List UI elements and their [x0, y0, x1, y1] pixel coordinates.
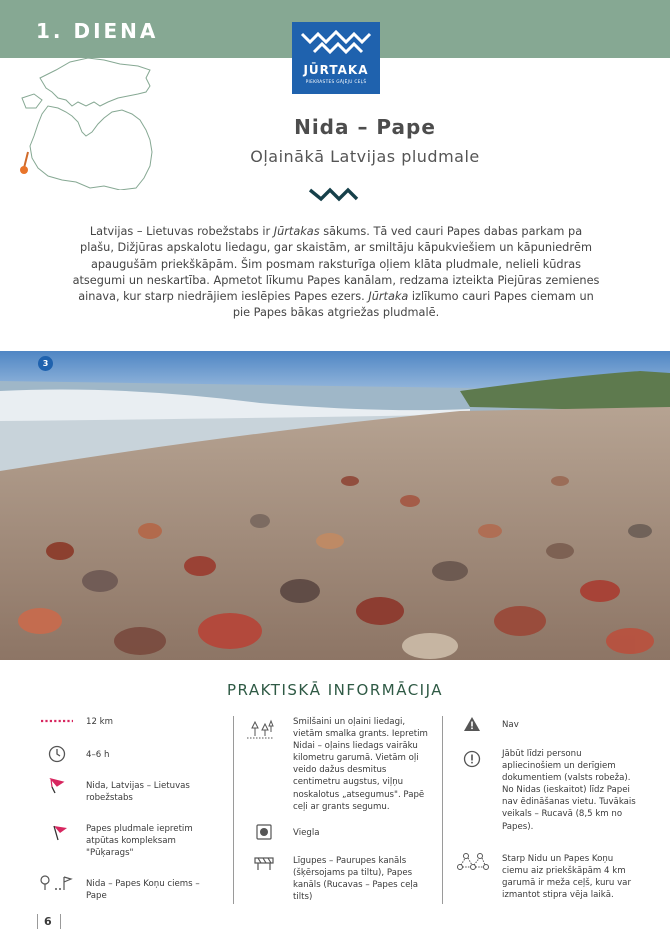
- photo-number-badge: 3: [38, 356, 53, 371]
- footer-bar-left: [37, 914, 38, 929]
- barrier-icon: [254, 856, 274, 872]
- notes-description: Jābūt līdzi personu apliecinošiem un derīgiem dokumentiem (valsts robeža). No Nidas (ieskaitot) līdz Papei nav ēdināšanas vietu. Tuvākais veikals – Rucavā (8,5 km no Papes).: [502, 749, 636, 832]
- page-number: 6: [44, 915, 52, 928]
- practical-heading: PRAKTISKĀ INFORMĀCIJA: [226, 681, 444, 699]
- route-nodes-icon: [456, 852, 490, 872]
- intro-paragraph: Latvijas – Lietuvas robežstabs ir Jūrtakas sākums. Tā ved cauri Papes dabas parkam pa plašu, Dižjūras apskalotu liedagu, gar skaistām, ar smiltāju kāpukviešiem un kāpuniedrēm apaugušām priekškāpām. Šim posmam raksturīga oļiem klāta pludmale, nelieli kūdras atsegumi un neskartība. Apmetot līkumu Papes kanālam, redzama izteikta Piejūras zemienes ainava, kur starp niedrājiem ieslēpies Papes ezers. Jūrtaka izlīkumo cauri Papes ciemam un pie Papes bākas atgriežas pludmalē.: [72, 225, 600, 320]
- route-points: Nida – Papes Koņu ciems – Pape: [86, 879, 200, 902]
- difficulty-value: Viegla: [293, 828, 320, 838]
- terrain-icon: [245, 718, 275, 742]
- estonia-shape: [40, 58, 150, 106]
- column-divider-2: [442, 716, 443, 904]
- exclamation-icon: [463, 750, 481, 768]
- wave-divider-icon: [305, 185, 363, 203]
- beach-photo: [0, 351, 670, 660]
- start-point: Nida, Latvijas – Lietuvas robežstabs: [86, 781, 190, 804]
- warning-icon: [463, 716, 481, 732]
- distance-value: 12 km: [86, 717, 114, 727]
- column-divider-1: [233, 716, 234, 904]
- route-subtitle: Oļainākā Latvijas pludmale: [250, 147, 480, 166]
- finish-flag-icon: [50, 823, 70, 843]
- hazards-value: Nav: [502, 720, 519, 730]
- route-line: [24, 152, 28, 168]
- obstacles-description: Līgupes – Paurupes kanāls (šķērsojams pa tiltu), Papes kanāls (Rucavas – Papes ceļa tilts): [293, 856, 419, 903]
- route-dots-icon: [40, 718, 74, 724]
- terrain-description: Smilšaini un oļaini liedagi, vietām smalka grants. Iepretim Nidai – oļains liedags vairāku kilometru garumā. Vietām oļi veido dažus desmitus centimetru augstus, viļņu noskalotus „atsegumus". Papē ceļi ar grants segumu.: [293, 717, 428, 812]
- saaremaa-shape: [22, 94, 42, 108]
- logo-waves-icon: [292, 22, 380, 64]
- route-title: Nida – Pape: [294, 115, 436, 139]
- jurtaka-logo: [292, 22, 380, 94]
- logo-tagline: PIEKRASTES GĀJĒJU CEĻŠ: [305, 80, 367, 85]
- alternative-route: Starp Nidu un Papes Koņu ciemu aiz priekškāpām 4 km garumā ir meža ceļš, kuru var izmantot stipra vēja laikā.: [502, 854, 631, 901]
- start-flag-icon: [48, 777, 66, 795]
- route-marker-icon: [20, 166, 28, 174]
- day-label: 1. DIENA: [36, 19, 159, 43]
- latvia-map: [0, 40, 165, 190]
- duration-value: 4–6 h: [86, 750, 110, 760]
- logo-name: JŪRTAKA: [303, 63, 369, 77]
- difficulty-icon: [256, 824, 272, 840]
- end-point: Papes pludmale iepretim atpūtas kompleksam "Pūķarags": [86, 824, 193, 859]
- clock-icon: [48, 745, 66, 763]
- latvia-shape: [30, 106, 152, 190]
- footer-bar-right: [60, 914, 61, 929]
- pin-flag-icon: [38, 874, 76, 892]
